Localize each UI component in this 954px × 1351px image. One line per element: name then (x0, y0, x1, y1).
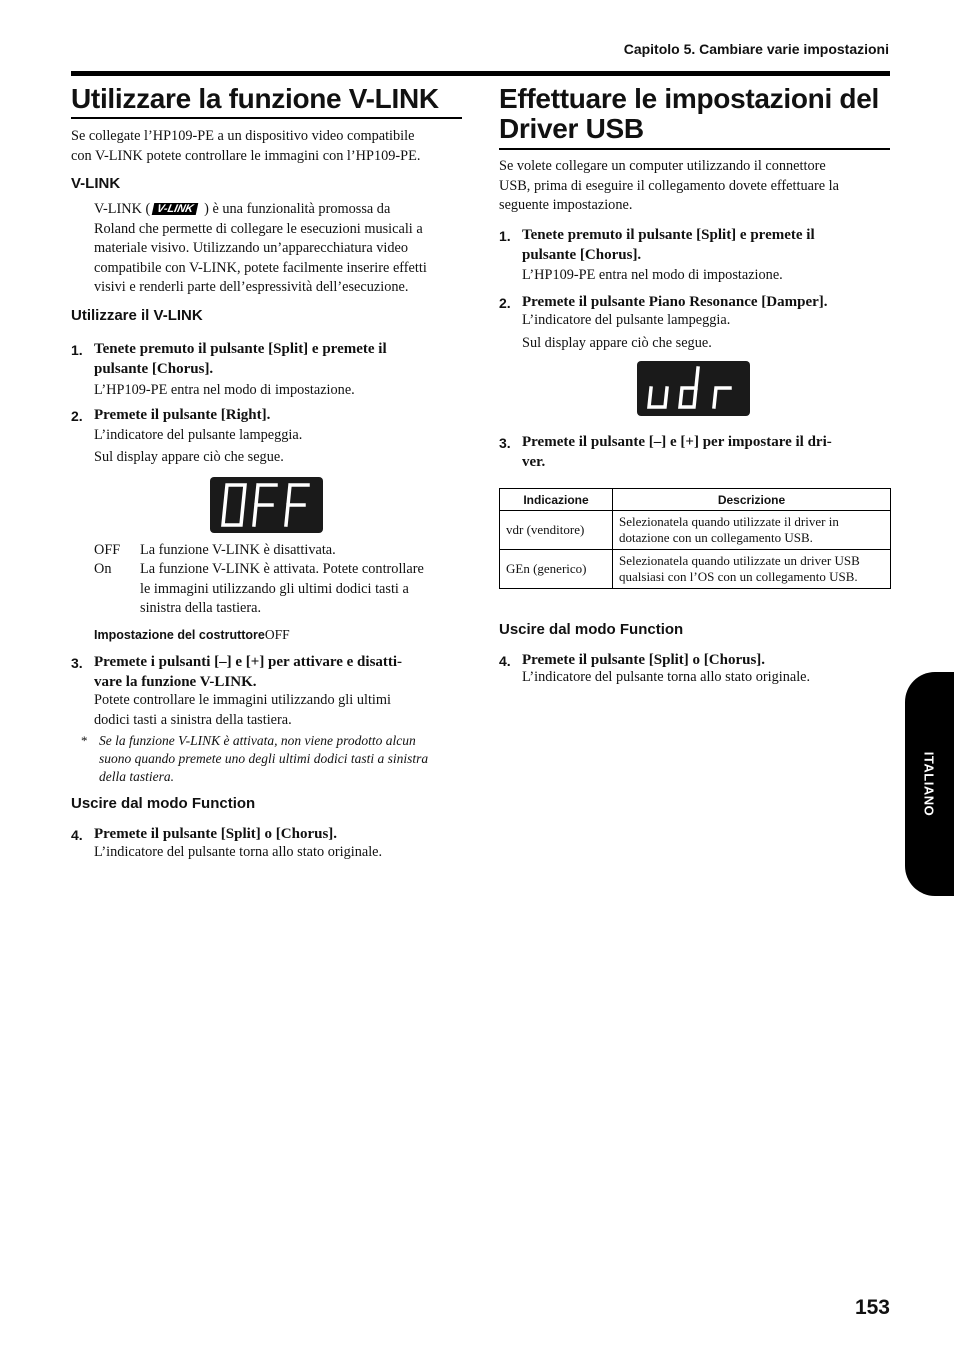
right-step2-note: L’indicatore del pulsante lampeggia. (522, 312, 731, 328)
table-cell: Selezionatela quando utilizzate il driver in dotazione con un collegamento USB. (613, 511, 891, 550)
opt-on-text: La funzione V-LINK è attivata. Potete controllare le immagini utilizzando gli ultimi dodici tasti a sinistra della tastiera. (140, 561, 424, 616)
left-step2-text: Premete il pulsante [Right]. (94, 407, 271, 423)
top-rule (71, 71, 890, 76)
display-udr (637, 361, 750, 416)
table-cell: GEn (generico) (500, 550, 613, 589)
right-step1-text: Tenete premuto il pulsante [Split] e premete il pulsante [Chorus]. (522, 227, 815, 263)
seven-segment-display (637, 361, 750, 416)
caution-note: Se la funzione V-LINK è attivata, non viene prodotto alcun suono quando premete uno degli ultimi dodici tasti a sinistra della tastiera. (99, 733, 429, 784)
table-row (500, 550, 891, 589)
left-step1-note: L’HP109-PE entra nel modo di impostazione. (94, 382, 355, 398)
driver-table (499, 488, 891, 589)
factory-setting: Impostazione del costruttoreOFF (94, 627, 290, 642)
left-step4-note: L’indicatore del pulsante torna allo stato originale. (94, 844, 383, 860)
page-number: 153 (854, 1296, 890, 1319)
right-title: Effettuare le impostazioni del Driver USB (499, 83, 879, 144)
display-off (210, 477, 323, 533)
left-step4-text: Premete il pulsante [Split] o [Chorus]. (94, 826, 338, 842)
left-step3-note: Potete controllare le immagini utilizzando gli ultimi dodici tasti a sinistra della tastiera. (94, 692, 391, 728)
right-step4-note: L’indicatore del pulsante torna allo stato originale. (522, 669, 811, 685)
opt-off-text: La funzione V-LINK è disattivata. (140, 542, 336, 558)
step-number: 1. (499, 228, 511, 244)
left-step2-note: Sul display appare ciò che segue. (94, 449, 284, 465)
table-header: Indicazione (500, 489, 613, 511)
step-number: 4. (499, 653, 511, 669)
chapter-header: Capitolo 5. Cambiare varie impostazioni (623, 41, 889, 57)
step-number: 2. (499, 295, 511, 311)
left-exit-heading: Uscire dal modo Function (71, 795, 256, 812)
right-step4-text: Premete il pulsante [Split] o [Chorus]. (522, 652, 766, 668)
left-step3-text: Premete i pulsanti [–] e [+] per attivare e disatti- vare la funzione V-LINK. (94, 654, 403, 690)
right-step2-note: Sul display appare ciò che segue. (522, 335, 712, 351)
table-header: Descrizione (613, 489, 891, 511)
left-step1-text: Tenete premuto il pulsante [Split] e premete il pulsante [Chorus]. (94, 341, 387, 377)
table-row (500, 511, 891, 550)
vlink-logo: V-LINK (152, 203, 199, 215)
use-vlink-heading: Utilizzare il V-LINK (71, 307, 203, 324)
asterisk: * (81, 733, 88, 748)
right-step3-text: Premete il pulsante [–] e [+] per impostare il dri- ver. (522, 434, 832, 470)
right-exit-heading: Uscire dal modo Function (499, 621, 684, 638)
table-cell: vdr (venditore) (500, 511, 613, 550)
left-title: Utilizzare la funzione V-LINK (71, 83, 439, 114)
opt-on-label: On (94, 561, 112, 577)
step-number: 3. (499, 435, 511, 451)
table-cell: Selezionatela quando utilizzate un driver USB qualsiasi con l’OS con un collegamento USB. (613, 550, 891, 589)
opt-off-label: OFF (94, 542, 121, 558)
seven-segment-display (210, 477, 323, 533)
right-step1-note: L’HP109-PE entra nel modo di impostazione. (522, 267, 783, 283)
right-title-rule (499, 148, 890, 150)
vlink-paragraph: V-LINK ( V-LINK ) è una funzionalità promossa da Roland che permette di collegare le esecuzioni musicali a materiale visivo. Utilizzando un’apparecchiatura video compatibile con V-LINK, potete facilmente inserire effetti visivi e renderli parte dell’espressività dell’esecuzione. (94, 201, 427, 295)
step-number: 2. (71, 408, 83, 424)
step-number: 1. (71, 342, 83, 358)
language-tab-label: ITALIANO (921, 751, 937, 817)
right-step2-text: Premete il pulsante Piano Resonance [Damper]. (522, 294, 828, 310)
right-intro: Se volete collegare un computer utilizzando il connettore USB, prima di eseguire il collegamento dovete effettuare la seguente impostazione. (499, 158, 839, 213)
left-step2-note: L’indicatore del pulsante lampeggia. (94, 427, 303, 443)
step-number: 3. (71, 655, 83, 671)
step-number: 4. (71, 827, 83, 843)
left-title-rule (71, 117, 462, 119)
left-intro: Se collegate l’HP109-PE a un dispositivo video compatibile con V-LINK potete controllare le immagini con l’HP109-PE. (71, 128, 421, 164)
vlink-heading: V-LINK (71, 175, 121, 192)
